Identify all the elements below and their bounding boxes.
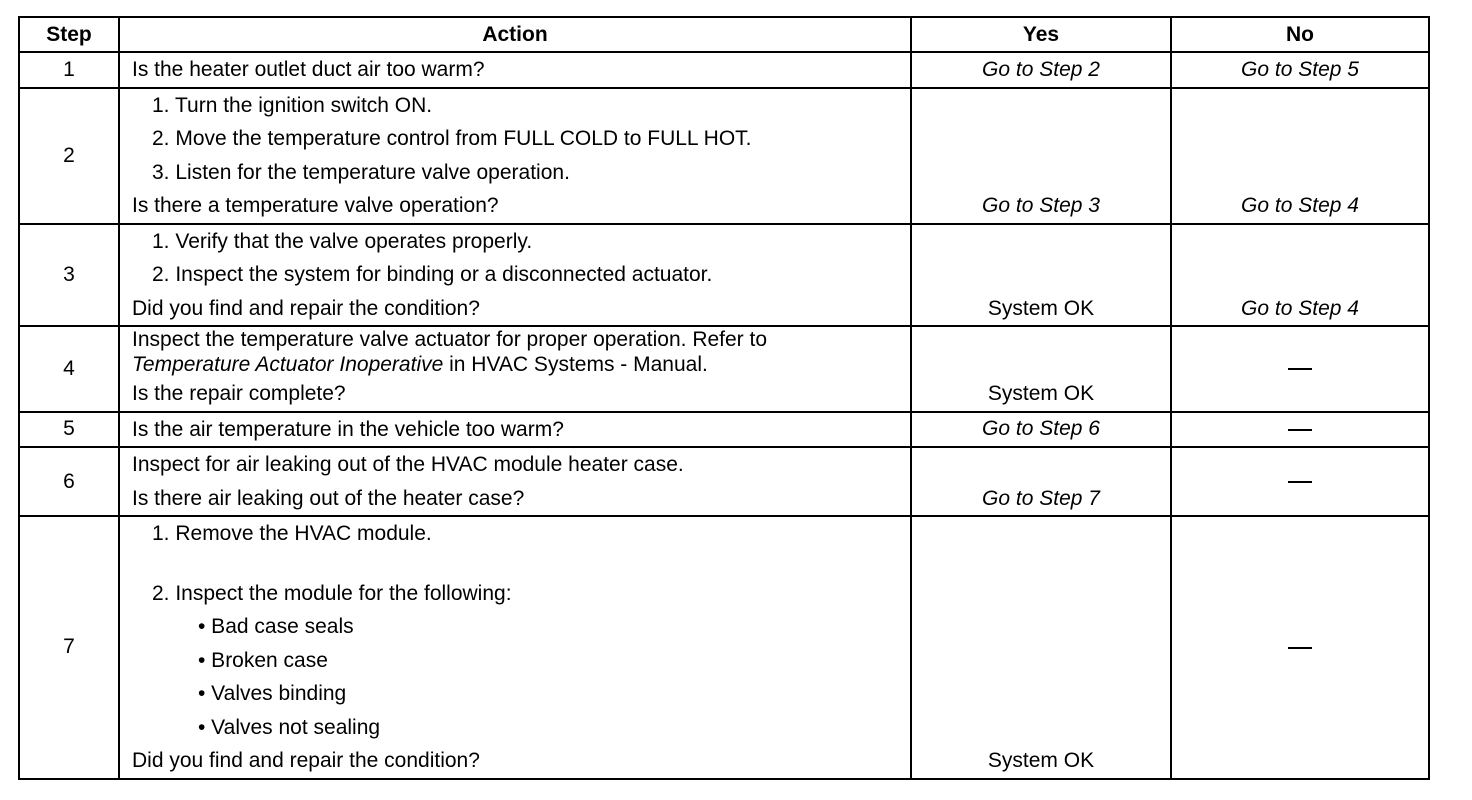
dash-mark [1288,368,1312,370]
yes-cell [911,447,1171,516]
table-row [19,224,1429,327]
table-row [19,447,1429,516]
action-list-item: 1. Turn the ignition switch ON. [152,93,433,117]
step-number: 5 [19,412,119,448]
yes-value: System OK [987,296,1095,320]
action-question: Is the repair complete? [132,382,346,405]
no-cell [1171,447,1429,516]
action-question: Did you find and repair the condition? [132,749,480,772]
yes-value: Go to Step 7 [982,486,1100,510]
no-cell [1171,88,1429,224]
action-question: Is there air leaking out of the heater case? [132,486,525,510]
bullet-item: • Valves not sealing [198,715,381,739]
step-number: 2 [19,88,119,224]
header-action: Action [119,17,911,52]
action-text: Inspect the temperature valve actuator for proper operation. Refer to [132,328,768,351]
action-cell [119,326,911,412]
step-number: 7 [19,516,119,779]
action-text: Inspect for air leaking out of the HVAC module heater case. [132,453,684,476]
action-question: Is the heater outlet duct air too warm? [132,58,485,81]
dash-mark [1288,481,1312,483]
step-number: 4 [19,326,119,412]
header-step: Step [19,17,119,52]
action-question: Did you find and repair the condition? [132,296,480,320]
bullet-item: • Bad case seals [198,615,354,638]
action-list-item: 1. Verify that the valve operates properly. [152,229,533,253]
action-list-item: 3. Listen for the temperature valve operation. [152,160,570,184]
reference-tail: in HVAC Systems - Manual. [443,353,708,376]
action-cell [119,224,911,327]
yes-cell [911,224,1171,327]
table-row [19,412,1429,448]
yes-cell: Go to Step 6 [911,412,1171,448]
yes-cell: Go to Step 2 [911,52,1171,88]
action-list-item: 2. Inspect the module for the following: [152,581,512,605]
header-row [19,17,1429,52]
action-question: Is there a temperature valve operation? [132,194,499,217]
header-yes: Yes [911,17,1171,52]
no-value: Go to Step 4 [1241,194,1359,217]
yes-cell [911,326,1171,412]
diagnostic-table [18,16,1430,780]
no-cell [1171,412,1429,448]
dash-mark [1288,429,1312,431]
yes-value: System OK [987,382,1095,405]
action-cell [119,52,911,88]
bullet-item: • Valves binding [198,682,347,705]
action-cell [119,88,911,224]
table-row [19,326,1429,412]
no-cell [1171,516,1429,779]
no-value: Go to Step 4 [1241,296,1359,320]
step-number: 1 [19,52,119,88]
action-list-item: 1. Remove the HVAC module. [152,522,432,545]
manual-reference: Temperature Actuator Inoperative [132,353,444,376]
no-cell [1171,224,1429,327]
yes-value: Go to Step 3 [982,194,1100,217]
bullet-item: • Broken case [198,648,328,672]
action-list-item: 2. Move the temperature control from FULL COLD to FULL HOT. [152,127,752,150]
no-cell: Go to Step 5 [1171,52,1429,88]
header-no: No [1171,17,1429,52]
step-number: 6 [19,447,119,516]
table-row [19,516,1429,779]
table-row [19,88,1429,224]
action-cell [119,412,911,448]
step-number: 3 [19,224,119,327]
action-text-ref [132,352,898,377]
yes-cell [911,88,1171,224]
action-question: Is the air temperature in the vehicle too warm? [132,417,564,441]
action-cell [119,447,911,516]
no-cell [1171,326,1429,412]
spacer [132,551,898,577]
action-cell [119,516,911,779]
action-list-item: 2. Inspect the system for binding or a disconnected actuator. [152,263,713,286]
table-row [19,52,1429,88]
dash-mark [1288,647,1312,649]
yes-cell [911,516,1171,779]
yes-value: System OK [987,749,1095,772]
